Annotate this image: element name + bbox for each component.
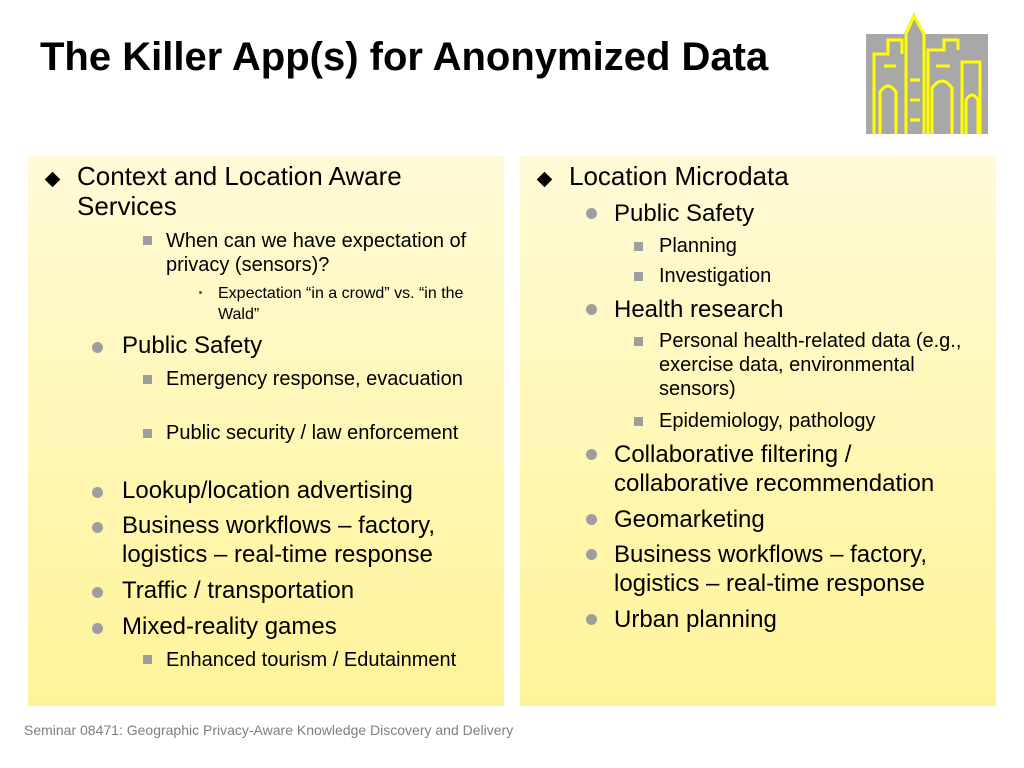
circle-bullet-icon xyxy=(586,514,597,525)
crowd-expectation-item: Expectation “in a crowd” vs. “in the Wald” xyxy=(218,285,464,323)
circle-bullet-icon xyxy=(586,304,597,315)
epidemiology-item: Epidemiology, pathology xyxy=(659,410,876,432)
dot-bullet-icon xyxy=(199,291,202,294)
square-bullet-icon xyxy=(634,272,643,281)
circle-bullet-icon xyxy=(92,522,103,533)
slide-footer: Seminar 08471: Geographic Privacy-Aware Knowledge Discovery and Delivery xyxy=(24,722,514,738)
collaborative-filtering-item: Collaborative filtering / collaborative recommendation xyxy=(614,441,935,497)
left-heading: Context and Location Aware Services xyxy=(77,161,402,221)
right-public-safety-item: Public Safety xyxy=(614,200,755,227)
right-business-workflows-item: Business workflows – factory, logistics – real-time response xyxy=(614,541,927,597)
investigation-item: Investigation xyxy=(659,265,772,287)
circle-bullet-icon xyxy=(92,587,103,598)
square-bullet-icon xyxy=(143,655,152,664)
square-bullet-icon xyxy=(634,242,643,251)
enhanced-tourism-item: Enhanced tourism / Edutainment xyxy=(166,649,457,671)
slide-title: The Killer App(s) for Anonymized Data xyxy=(40,35,769,79)
personal-health-data-item: Personal health-related data (e.g., exercise data, environmental sensors) xyxy=(659,330,962,400)
mixed-reality-games-item: Mixed-reality games xyxy=(122,613,337,640)
urban-planning-item: Urban planning xyxy=(614,606,777,633)
castle-icon xyxy=(866,10,988,134)
circle-bullet-icon xyxy=(586,549,597,560)
circle-bullet-icon xyxy=(92,342,103,353)
right-heading: Location Microdata xyxy=(569,161,789,191)
left-content-panel xyxy=(28,156,504,706)
planning-item: Planning xyxy=(659,235,737,257)
lookup-advertising-item: Lookup/location advertising xyxy=(122,477,413,504)
square-bullet-icon xyxy=(634,417,643,426)
circle-bullet-icon xyxy=(586,449,597,460)
square-bullet-icon xyxy=(143,375,152,384)
geomarketing-item: Geomarketing xyxy=(614,506,765,533)
privacy-expectation-item: When can we have expectation of privacy (sensors)? xyxy=(166,230,467,276)
right-content-panel xyxy=(520,156,996,706)
square-bullet-icon xyxy=(634,337,643,346)
traffic-item: Traffic / transportation xyxy=(122,577,355,604)
square-bullet-icon xyxy=(143,429,152,438)
left-business-workflows-item: Business workflows – factory, logistics – real-time response xyxy=(122,512,435,568)
emergency-response-item: Emergency response, evacuation xyxy=(166,368,463,390)
public-security-item: Public security / law enforcement xyxy=(166,422,459,444)
diamond-bullet-icon xyxy=(45,172,61,188)
square-bullet-icon xyxy=(143,236,152,245)
circle-bullet-icon xyxy=(586,208,597,219)
left-public-safety-item: Public Safety xyxy=(122,332,263,359)
circle-bullet-icon xyxy=(92,487,103,498)
circle-bullet-icon xyxy=(586,614,597,625)
diamond-bullet-icon xyxy=(537,172,553,188)
health-research-item: Health research xyxy=(614,296,784,323)
circle-bullet-icon xyxy=(92,623,103,634)
